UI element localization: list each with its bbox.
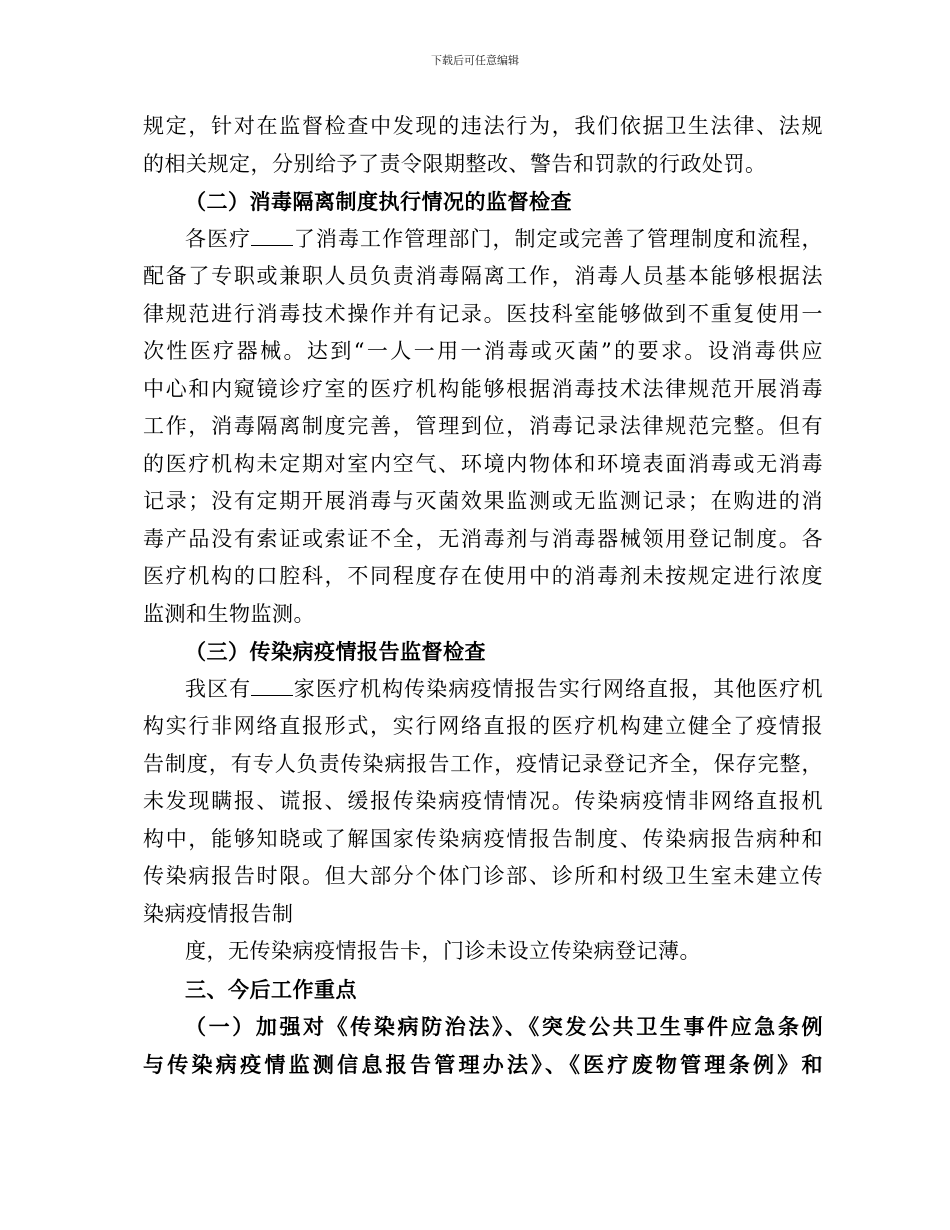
paragraph-line: 染病疫情报告制 [143, 901, 294, 926]
subsection-heading-line: 与传染病疫情监测信息报告管理办法》、《医疗废物管理条例》和 [143, 1051, 823, 1077]
download-note: 下载后可任意编辑 [431, 54, 519, 67]
paragraph-line: 传染病报告时限。但大部分个体门诊部、诊所和村级卫生室未建立传 [143, 864, 823, 888]
paragraph-line: 构实行非网络直报形式，实行网络直报的医疗机构建立健全了疫情报 [143, 714, 823, 738]
section-heading-future-work: 三、今后工作重点 [185, 976, 357, 1002]
paragraph-line: 构中，能够知晓或了解国家传染病疫情报告制度、传染病报告病种和 [143, 826, 823, 851]
text-segment: 了消毒工作管理部门，制定或完善了管理制度和流程， [293, 226, 824, 251]
blank-underline [251, 675, 293, 696]
paragraph-line: 的医疗机构未定期对室内空气、环境内物体和环境表面消毒或无消毒 [143, 451, 823, 476]
paragraph-line: 毒产品没有索证或索证不全，无消毒剂与消毒器械领用登记制度。各 [143, 526, 823, 551]
section-heading-disinfection: （二）消毒隔离制度执行情况的监督检查 [185, 189, 572, 214]
paragraph-line: 中心和内窥镜诊疗室的医疗机构能够根据消毒技术法律规范开展消毒 [143, 376, 823, 401]
paragraph-line: 规定，针对在监督检查中发现的违法行为，我们依据卫生法律、法规 [143, 114, 823, 138]
paragraph-line: 次性医疗器械。达到“一人一用一消毒或灭菌”的要求。设消毒供应 [143, 339, 823, 363]
paragraph-line: 的相关规定，分别给予了责令限期整改、警告和罚款的行政处罚。 [143, 151, 767, 176]
paragraph-line: 记录；没有定期开展消毒与灭菌效果监测或无监测记录；在购进的消 [143, 489, 823, 513]
text-segment: 我区有 [185, 676, 252, 701]
paragraph-line-with-blank [143, 221, 823, 259]
blank-underline [251, 225, 293, 246]
paragraph-line: 告制度，有专人负责传染病报告工作，疫情记录登记齐全，保存完整， [143, 751, 823, 776]
paragraph-line: 监测和生物监测。 [143, 601, 315, 626]
paragraph-line: 度，无传染病疫情报告卡，门诊未设立传染病登记薄。 [185, 939, 701, 963]
paragraph-line-with-blank [143, 671, 823, 709]
document-body [143, 108, 823, 1083]
paragraph-line: 配备了专职或兼职人员负责消毒隔离工作，消毒人员基本能够根据法 [143, 264, 823, 288]
section-heading-epidemic-report: （三）传染病疫情报告监督检查 [185, 639, 486, 664]
paragraph-line: 医疗机构的口腔科，不同程度存在使用中的消毒剂未按规定进行浓度 [143, 564, 823, 588]
text-segment: 各医疗 [185, 226, 252, 251]
subsection-heading-line: （一）加强对《传染病防治法》、《突发公共卫生事件应急条例 [185, 1014, 823, 1039]
paragraph-line: 工作，消毒隔离制度完善，管理到位，消毒记录法律规范完整。但有 [143, 414, 823, 438]
paragraph-line: 未发现瞒报、谎报、缓报传染病疫情情况。传染病疫情非网络直报机 [143, 789, 823, 813]
paragraph-line: 律规范进行消毒技术操作并有记录。医技科室能够做到不重复使用一 [143, 301, 823, 326]
text-segment: 家医疗机构传染病疫情报告实行网络直报，其他医疗机 [293, 676, 824, 701]
